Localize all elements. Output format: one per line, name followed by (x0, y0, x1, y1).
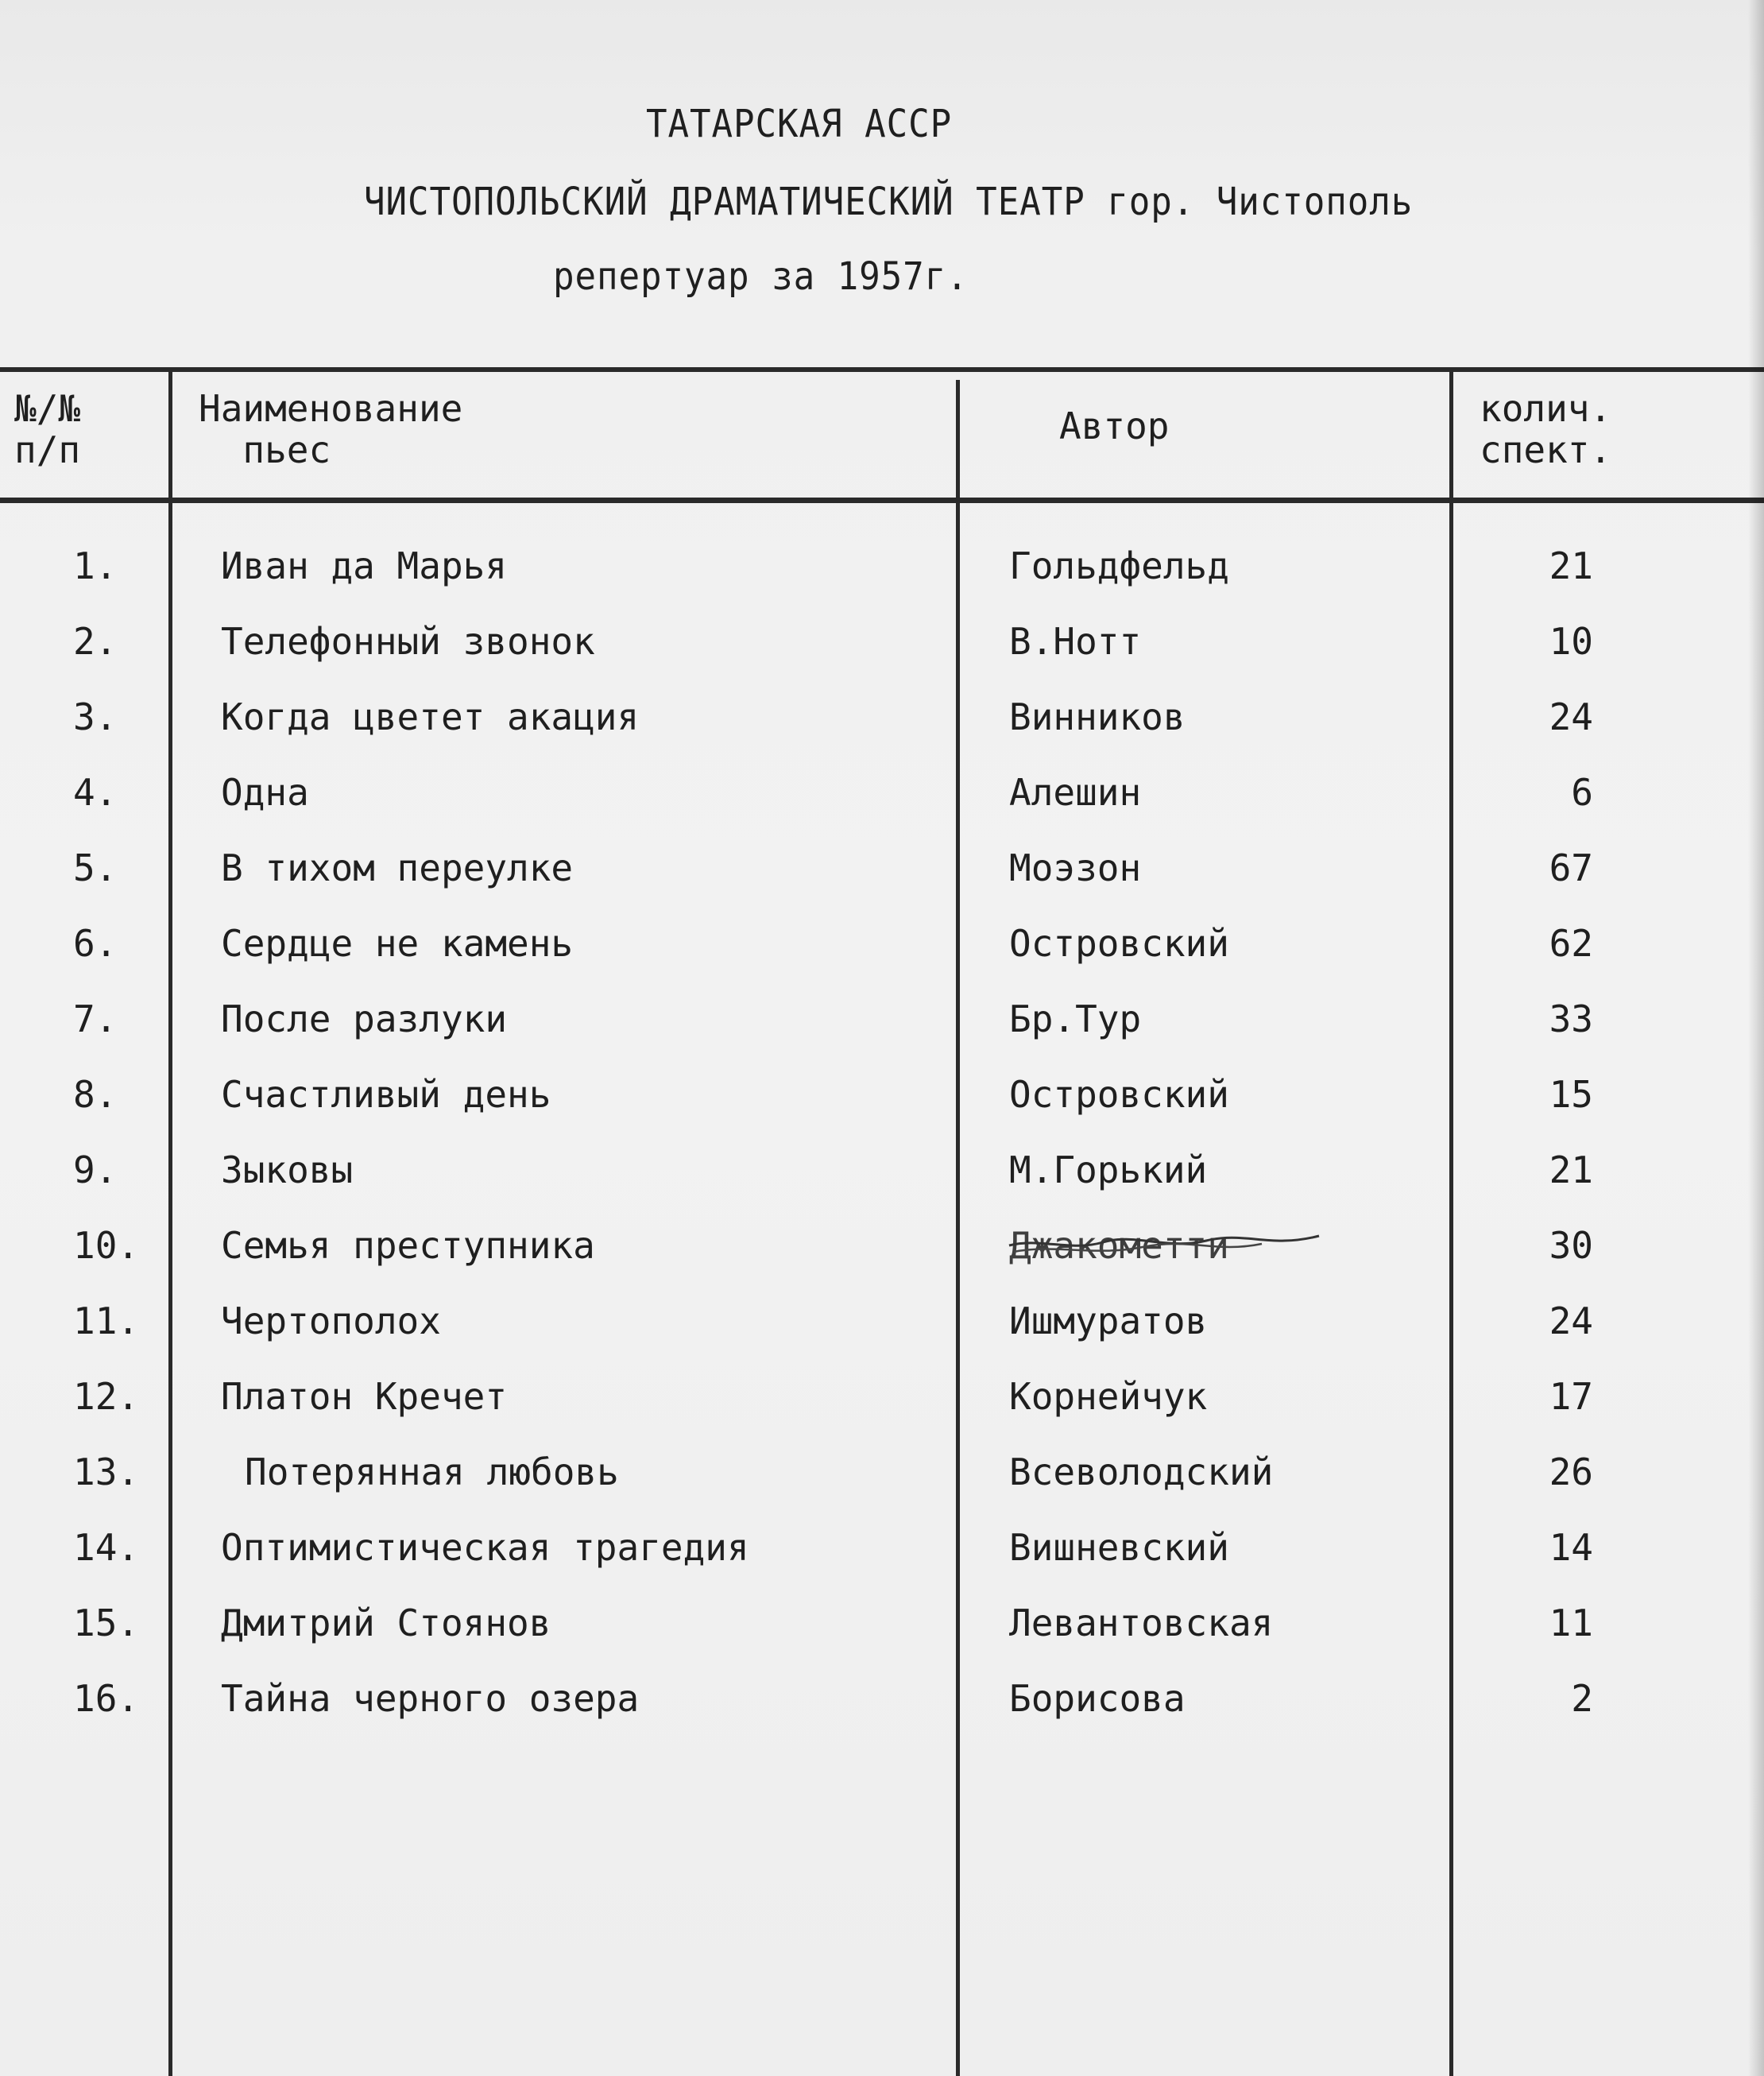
row-title: Дмитрий Стоянов (221, 1602, 551, 1644)
row-author: Левантовская (1009, 1602, 1274, 1644)
row-author: Вишневский (1009, 1526, 1229, 1569)
row-author: Винников (1009, 695, 1186, 738)
row-number: 16. (73, 1677, 140, 1720)
row-count: 6 (1571, 771, 1593, 814)
row-author: Алешин (1009, 771, 1142, 814)
row-author: Ишмуратов (1009, 1299, 1208, 1342)
strikethrough-scribble (1008, 1220, 1325, 1268)
row-count: 30 (1549, 1224, 1593, 1267)
row-number: 6. (73, 922, 118, 965)
row-title: Чертополох (221, 1299, 441, 1342)
col-head-count: колич. спект. (1480, 387, 1612, 471)
row-count: 26 (1549, 1450, 1593, 1493)
row-count: 24 (1549, 695, 1593, 738)
row-count: 33 (1549, 997, 1593, 1040)
row-title: Иван да Марья (221, 544, 508, 587)
scan-edge-shadow (1748, 0, 1764, 2076)
row-title: Потерянная любовь (245, 1450, 619, 1493)
row-count: 10 (1549, 620, 1593, 663)
row-count: 14 (1549, 1526, 1593, 1569)
row-title: Оптимистическая трагедия (221, 1526, 749, 1569)
row-title: Семья преступника (221, 1224, 595, 1267)
table-header-rule (0, 498, 1764, 503)
row-author: В.Нотт (1009, 620, 1142, 663)
row-author: Островский (1009, 922, 1229, 965)
row-count: 67 (1549, 846, 1593, 889)
row-number: 3. (73, 695, 118, 738)
row-author: Всеволодский (1009, 1450, 1274, 1493)
col-head-author: Автор (1059, 405, 1170, 447)
row-author: Корнейчук (1009, 1375, 1208, 1418)
row-number: 1. (73, 544, 118, 587)
row-title: Счастливый день (221, 1073, 551, 1116)
row-count: 62 (1549, 922, 1593, 965)
row-number: 12. (73, 1375, 140, 1418)
row-number: 2. (73, 620, 118, 663)
row-count: 21 (1549, 544, 1593, 587)
row-count: 21 (1549, 1148, 1593, 1191)
row-author: Моэзон (1009, 846, 1142, 889)
row-count: 24 (1549, 1299, 1593, 1342)
row-author: Бр.Тур (1009, 997, 1142, 1040)
row-number: 7. (73, 997, 118, 1040)
header-theatre: ЧИСТОПОЛЬСКИЙ ДРАМАТИЧЕСКИЙ ТЕАТР гор. Чистополь (364, 180, 1414, 224)
row-number: 10. (73, 1224, 140, 1267)
row-number: 9. (73, 1148, 118, 1191)
row-title: Зыковы (221, 1148, 354, 1191)
row-count: 11 (1549, 1602, 1593, 1644)
row-number: 15. (73, 1602, 140, 1644)
row-author: М.Горький (1009, 1148, 1208, 1191)
col-head-number: №/№ п/п (14, 387, 81, 471)
row-title: Тайна черного озера (221, 1677, 640, 1720)
column-divider-2 (956, 380, 960, 2076)
row-number: 14. (73, 1526, 140, 1569)
row-title: Платон Кречет (221, 1375, 508, 1418)
row-number: 13. (73, 1450, 140, 1493)
row-title: Сердце не камень (221, 922, 574, 965)
header-subtitle: репертуар за 1957г. (553, 254, 969, 299)
table-top-rule (0, 367, 1764, 372)
row-number: 5. (73, 846, 118, 889)
row-count: 2 (1571, 1677, 1593, 1720)
row-number: 4. (73, 771, 118, 814)
row-title: Телефонный звонок (221, 620, 595, 663)
row-title: В тихом переулке (221, 846, 574, 889)
row-number: 11. (73, 1299, 140, 1342)
column-divider-1 (168, 370, 172, 2076)
row-author: Гольдфельд (1009, 544, 1229, 587)
row-title: После разлуки (221, 997, 508, 1040)
row-count: 15 (1549, 1073, 1593, 1116)
row-author: Борисова (1009, 1677, 1186, 1720)
row-title: Одна (221, 771, 309, 814)
row-title: Когда цветет акация (221, 695, 640, 738)
column-divider-3 (1449, 370, 1453, 2076)
col-head-title: Наименование пьес (199, 387, 463, 471)
row-author-handwritten: Джакометти (1009, 1224, 1229, 1267)
row-author: Островский (1009, 1073, 1229, 1116)
row-number: 8. (73, 1073, 118, 1116)
row-count: 17 (1549, 1375, 1593, 1418)
header-republic: ТАТАРСКАЯ АССР (646, 102, 953, 146)
